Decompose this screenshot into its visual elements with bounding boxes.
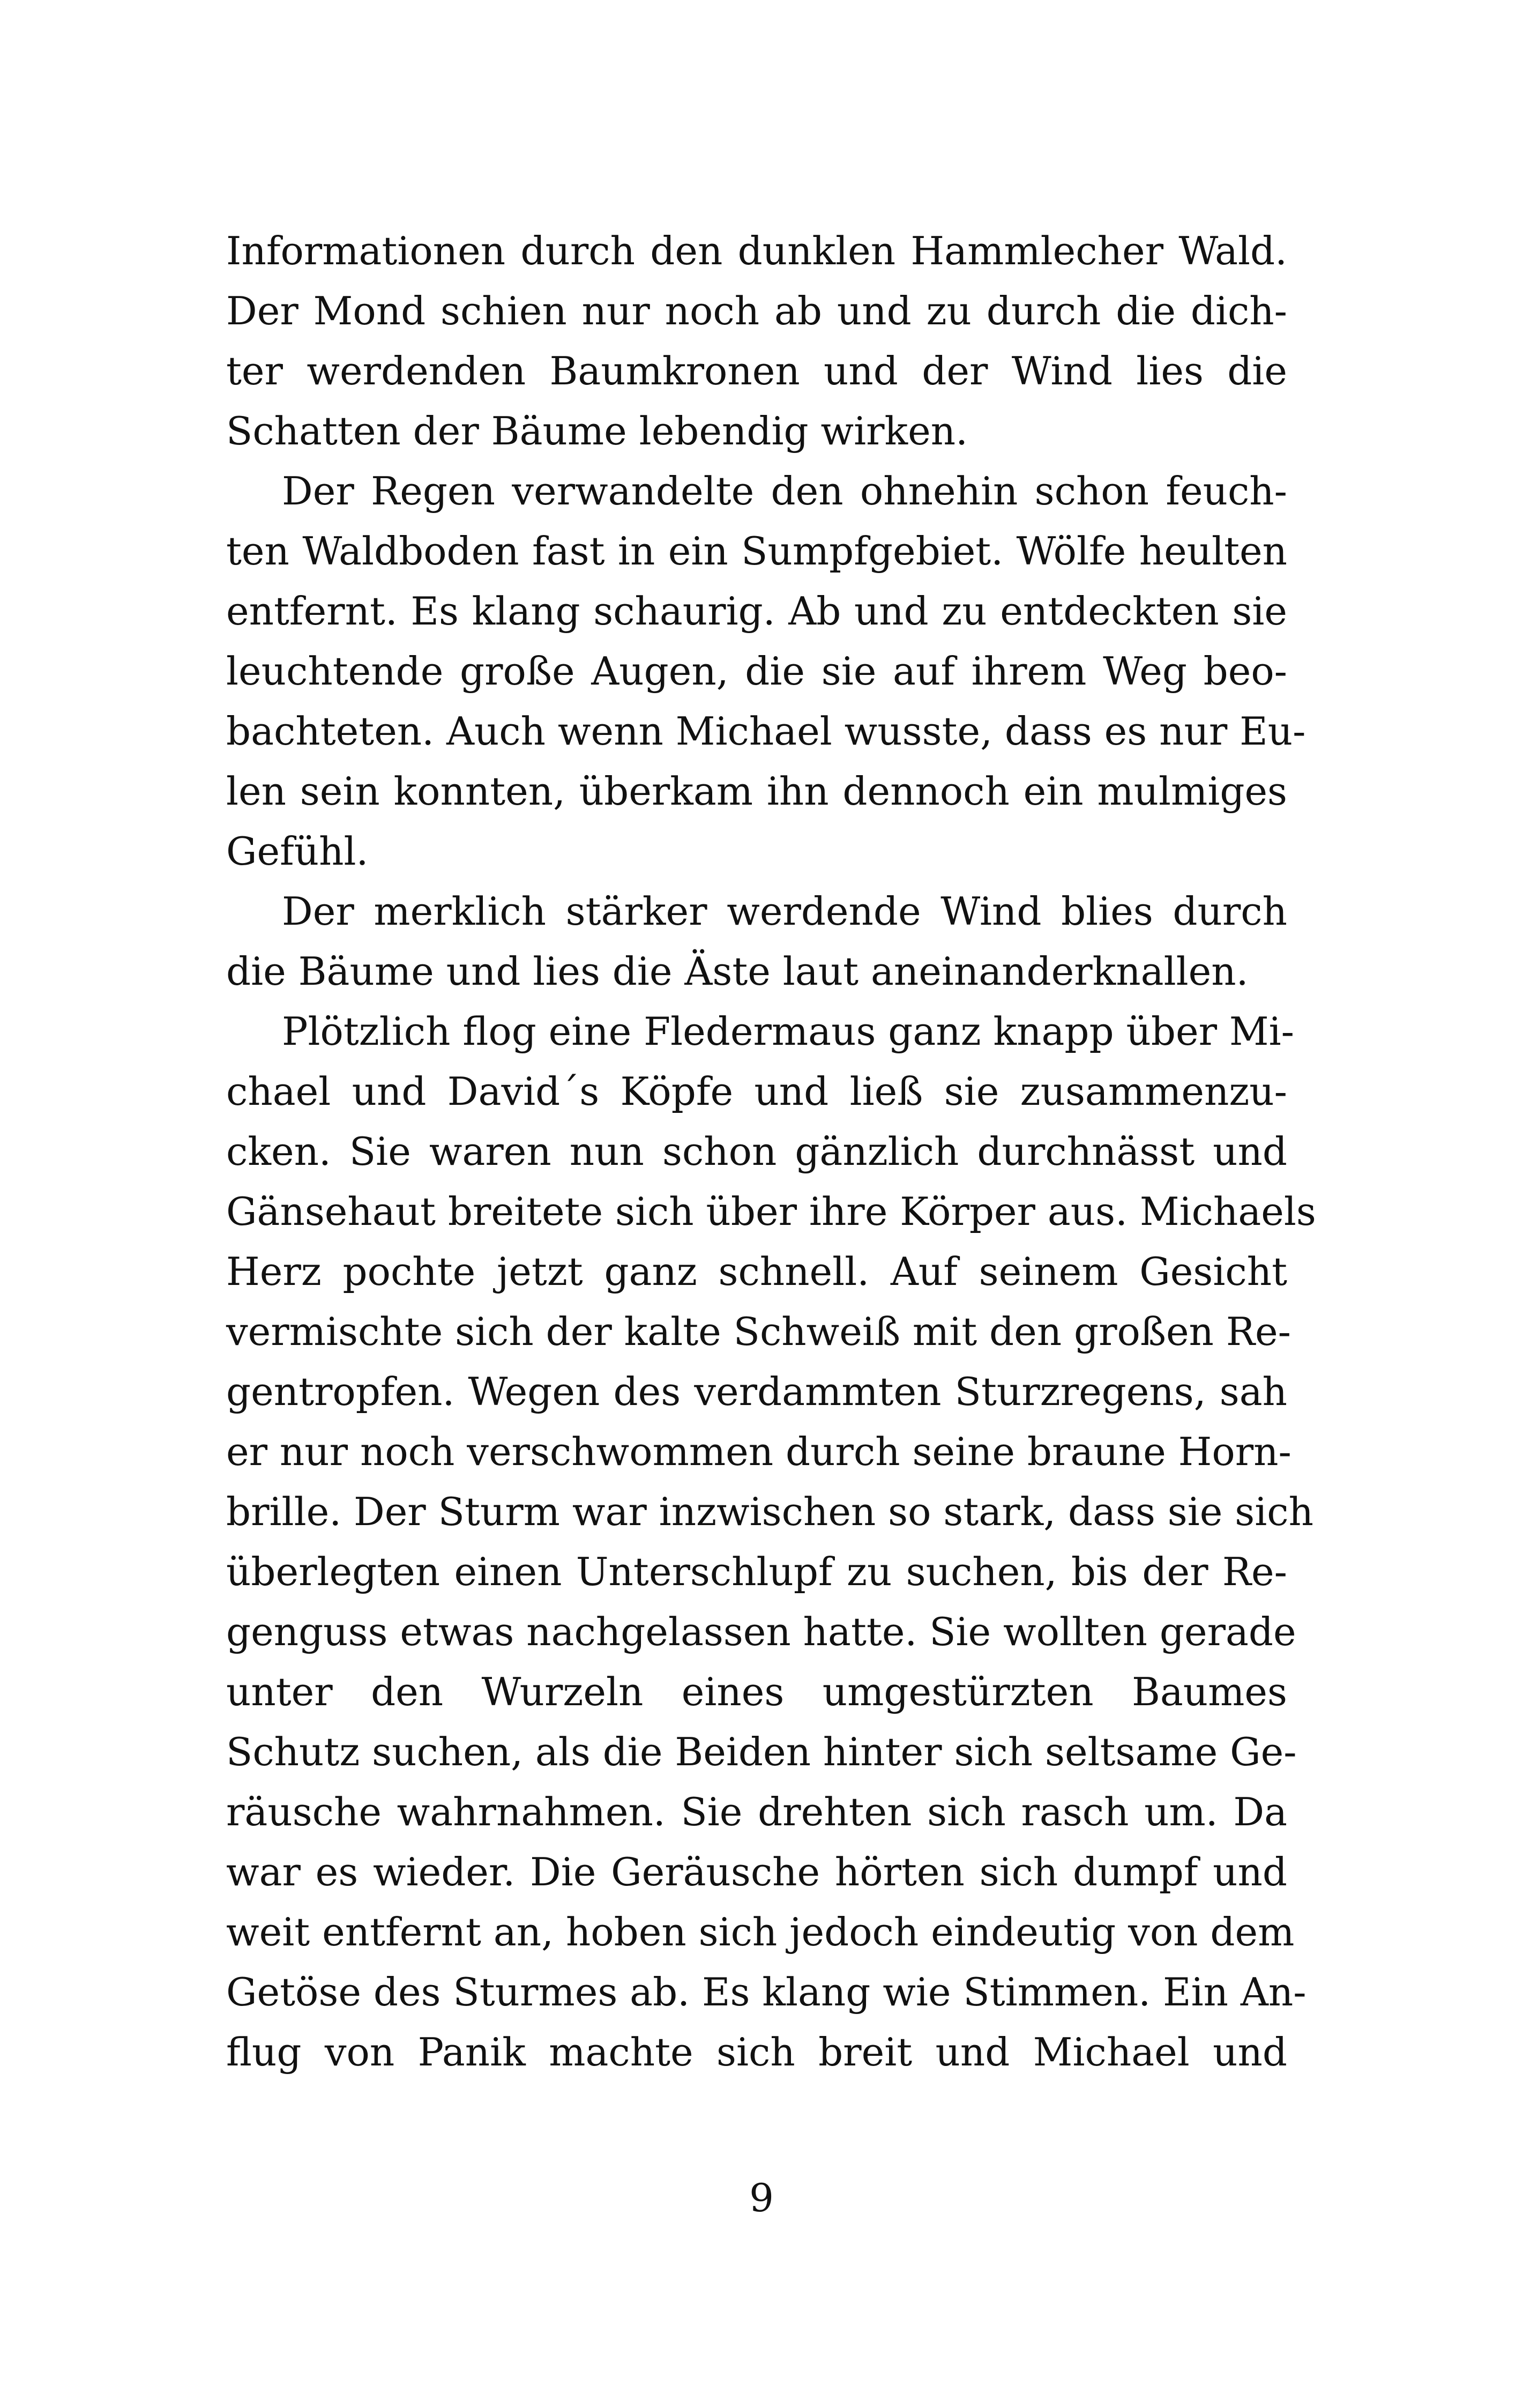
body-text <box>226 221 1316 2082</box>
text-line: Gefühl. <box>226 829 369 874</box>
text-line: genguss etwas nachgelassen hatte. Sie wollten gerade <box>226 1609 1296 1654</box>
text-line: Getöse des Sturmes ab. Es klang wie Stimmen. Ein An- <box>226 1969 1307 2015</box>
text-line: Der Mond schien nur noch ab und zu durch die dich- <box>226 288 1287 333</box>
text-line: unter den Wurzeln eines umgestürzten Baumes <box>226 1669 1287 1714</box>
page-number: 9 <box>749 2175 774 2220</box>
text-line: Der merklich stärker werdende Wind blies durch <box>282 889 1287 934</box>
paragraph <box>226 881 1287 1001</box>
text-line: gentropfen. Wegen des verdammten Sturzregens, sah <box>226 1369 1287 1414</box>
text-line: Schatten der Bäume lebendig wirken. <box>226 408 968 454</box>
text-line: ter werdenden Baumkronen und der Wind lies die <box>226 348 1287 393</box>
text-line: Schutz suchen, als die Beiden hinter sich seltsame Ge- <box>226 1729 1297 1774</box>
text-line: Der Regen verwandelte den ohnehin schon feuch- <box>282 469 1287 514</box>
text-line: entfernt. Es klang schaurig. Ab und zu entdeckten sie <box>226 589 1287 634</box>
text-line: räusche wahrnahmen. Sie drehten sich rasch um. Da <box>226 1789 1287 1834</box>
text-line: er nur noch verschwommen durch seine braune Horn- <box>226 1429 1291 1474</box>
text-line: leuchtende große Augen, die sie auf ihrem Weg beo- <box>226 649 1287 694</box>
text-line: ten Waldboden fast in ein Sumpfgebiet. Wölfe heulten <box>226 529 1287 574</box>
text-line: chael und David´s Köpfe und ließ sie zusammenzu- <box>226 1069 1287 1114</box>
text-line: bachteten. Auch wenn Michael wusste, dass es nur Eu- <box>226 709 1306 754</box>
text-line: weit entfernt an, hoben sich jedoch eindeutig von dem <box>226 1909 1295 1954</box>
paragraph <box>226 1001 1316 2082</box>
text-line: Herz pochte jetzt ganz schnell. Auf seinem Gesicht <box>226 1249 1287 1294</box>
text-line: Informationen durch den dunklen Hammlecher Wald. <box>226 228 1287 273</box>
text-line: cken. Sie waren nun schon gänzlich durchnässt und <box>226 1129 1287 1174</box>
paragraph <box>226 221 1287 461</box>
text-line: überlegten einen Unterschlupf zu suchen, bis der Re- <box>226 1549 1287 1594</box>
text-line: Plötzlich flog eine Fledermaus ganz knapp über Mi- <box>282 1009 1294 1054</box>
text-line: die Bäume und lies die Äste laut aneinanderknallen. <box>226 949 1249 994</box>
text-line: vermischte sich der kalte Schweiß mit den großen Re- <box>226 1309 1291 1354</box>
text-line: Gänsehaut breitete sich über ihre Körper aus. Michaels <box>226 1189 1316 1234</box>
text-line: war es wieder. Die Geräusche hörten sich dumpf und <box>226 1849 1287 1894</box>
text-line: brille. Der Sturm war inzwischen so stark, dass sie sich <box>226 1489 1313 1534</box>
text-line: len sein konnten, überkam ihn dennoch ein mulmiges <box>226 769 1287 814</box>
paragraph <box>226 461 1306 881</box>
text-line: flug von Panik machte sich breit und Michael und <box>226 2030 1287 2075</box>
